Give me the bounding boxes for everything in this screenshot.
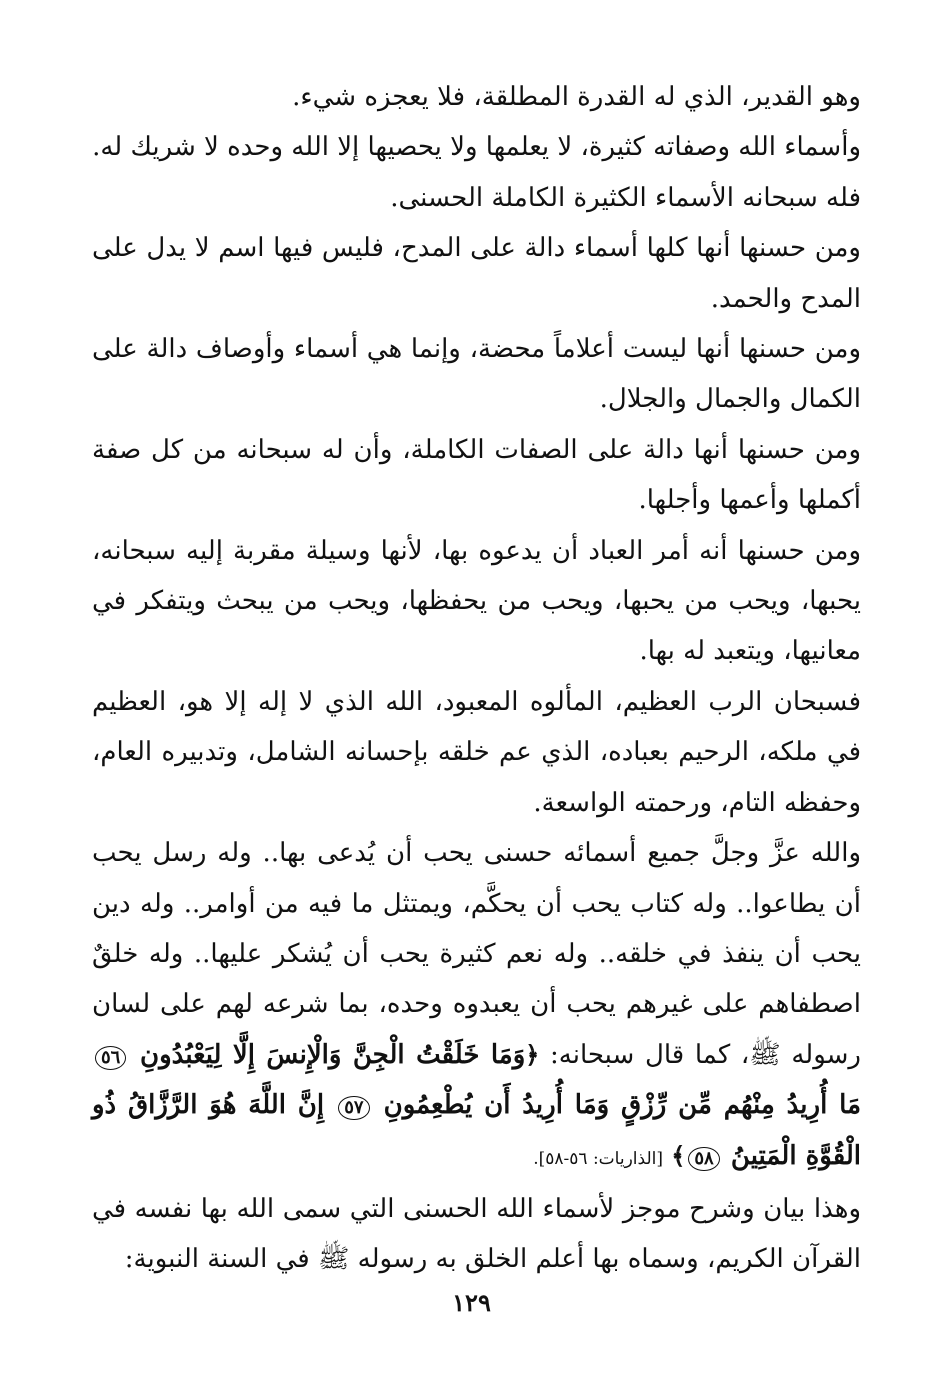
final-paragraph: وهذا بيان وشرح موجز لأسماء الله الحسنى التي سمى الله بها نفسه في القرآن الكريم، وسماه بها أعلم الخلق به رسوله ﷺ في السنة النبوية:	[92, 1193, 861, 1275]
quran-intro: والله عزَّ وجلَّ جميع أسمائه حسنى يحب أن يُدعى بها.. وله رسل يحب أن يطاعوا.. وله كتاب يحب أن يحكَّم، ويمتثل ما فيه من أوامر.. وله دين يحب أن ينفذ في خلقه.. وله نعم كثيرة يحب أن يُشكر عليها.. وله خلقٌ اصطفاهم على غيرهم يحب أن يعبدوه وحده، بما شرعه لهم على لسان رسوله ﷺ، كما قال سبحانه:	[92, 838, 861, 1070]
paragraph-5: ومن حسنها أنها ليست أعلاماً محضة، وإنما هي أسماء وأوصاف دالة على الكمال والجمال والجلال.	[92, 334, 861, 415]
verse-marker-58: ٥٨	[688, 1147, 719, 1171]
paragraph-1: وهو القدير، الذي له القدرة المطلقة، فلا يعجزه شيء.	[292, 82, 861, 112]
verse-marker-56: ٥٦	[95, 1046, 126, 1070]
paragraph-3: فله سبحانه الأسماء الكثيرة الكاملة الحسنى.	[390, 182, 861, 213]
paragraph-2: وأسماء الله وصفاته كثيرة، لا يعلمها ولا يحصيها إلا الله وحده لا شريك له.	[92, 132, 861, 163]
quran-paragraph	[92, 828, 861, 1184]
paragraph-8: فسبحان الرب العظيم، المألوه المعبود، الله الذي لا إله إلا هو، العظيم في ملكه، الرحيم بعباده، الذي عم خلقه بإحسانه الشامل، وتدبيره العام، وحفظه التام، ورحمته الواسعة.	[92, 686, 861, 818]
page-number: ١٢٩	[452, 1288, 491, 1317]
ornate-bracket-close: ﴾	[671, 1140, 686, 1170]
quran-verse-56: وَمَا خَلَقْتُ الْجِنَّ وَالْإِنسَ إِلَّا لِيَعْبُدُونِ	[140, 1039, 526, 1070]
paragraph-6: ومن حسنها أنها دالة على الصفات الكاملة، وأن له سبحانه من كل صفة أكملها وأعمها وأجلها.	[92, 434, 861, 516]
quran-verse-58: إِنَّ اللَّهَ هُوَ الرَّزَّاقُ ذُو الْقُوَّةِ الْمَتِينُ	[92, 1090, 861, 1171]
paragraph-7: ومن حسنها أنه أمر العباد أن يدعوه بها، لأنها وسيلة مقربة إليه سبحانه، يحبها، ويحب من يحبها، ويحب من يحفظها، ويحب من يبحث ويتفكر في معانيها، ويتعبد له بها.	[92, 535, 861, 667]
surah-citation: [الذاريات: ٥٦-٥٨].	[533, 1148, 663, 1169]
verse-marker-57: ٥٧	[338, 1096, 369, 1120]
quran-verse-57: مَا أُرِيدُ مِنْهُم مِّن رِّزْقٍ وَمَا أُرِيدُ أَن يُطْعِمُونِ	[383, 1090, 861, 1121]
paragraph-4: ومن حسنها أنها كلها أسماء دالة على المدح، فليس فيها اسم لا يدل على المدح والحمد.	[92, 233, 861, 314]
ornate-bracket-open: ﴿	[525, 1039, 540, 1069]
page-body	[92, 72, 861, 1285]
